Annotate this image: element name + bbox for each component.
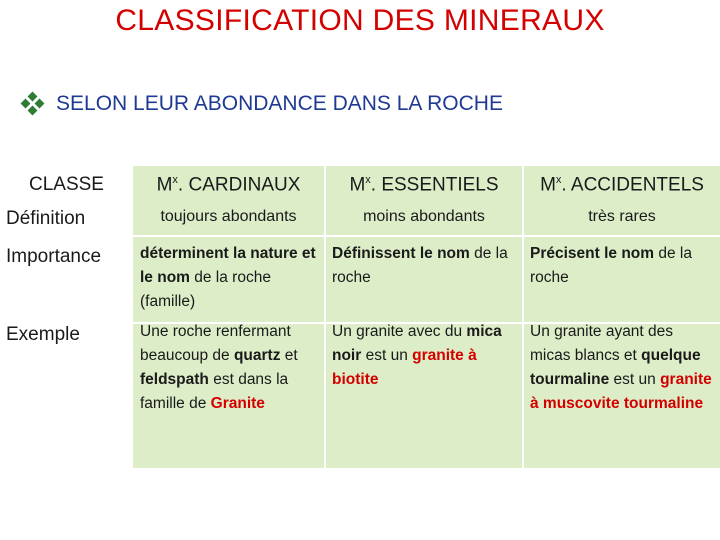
definition-cardinaux: toujours abondants xyxy=(160,208,297,225)
classification-table xyxy=(0,166,720,468)
exemple-accidentels: Un granite ayant des micas blancs et quelque tourmaline est un granite à muscovite tourmaline xyxy=(530,323,712,412)
row-label-exemple: Exemple xyxy=(6,324,80,345)
definition-essentiels: moins abondants xyxy=(363,208,485,225)
exemple-essentiels: Un granite avec du mica noir est un granite à biotite xyxy=(332,323,502,388)
definition-accidentels: très rares xyxy=(588,208,656,225)
importance-essentiels: Définissent le nom de la roche xyxy=(332,245,508,286)
exemple-cardinaux: Une roche renfermant beaucoup de quartz et feldspath est dans la famille de Granite xyxy=(140,323,298,412)
section-heading-text: SELON LEUR ABONDANCE DANS LA ROCHE xyxy=(56,92,503,115)
row-label-importance: Importance xyxy=(6,246,102,267)
importance-cardinaux: déterminent la nature et le nom de la roche (famille) xyxy=(140,245,316,310)
section-heading xyxy=(22,92,503,116)
header-essentiels: $M^x$. ESSENTIELS xyxy=(349,174,499,196)
diamond-bullet-icon xyxy=(22,93,44,115)
header-accidentels: $M^x$. ACCIDENTELS xyxy=(540,174,704,196)
row-divider xyxy=(133,235,720,237)
header-classe: CLASSE xyxy=(29,174,104,195)
page-title: CLASSIFICATION DES MINERAUX xyxy=(115,4,605,37)
header-cardinaux: $M^x$. CARDINAUX xyxy=(156,174,301,196)
row-label-definition: Définition xyxy=(6,208,86,229)
importance-accidentels: Précisent le nom de la roche xyxy=(530,245,692,286)
